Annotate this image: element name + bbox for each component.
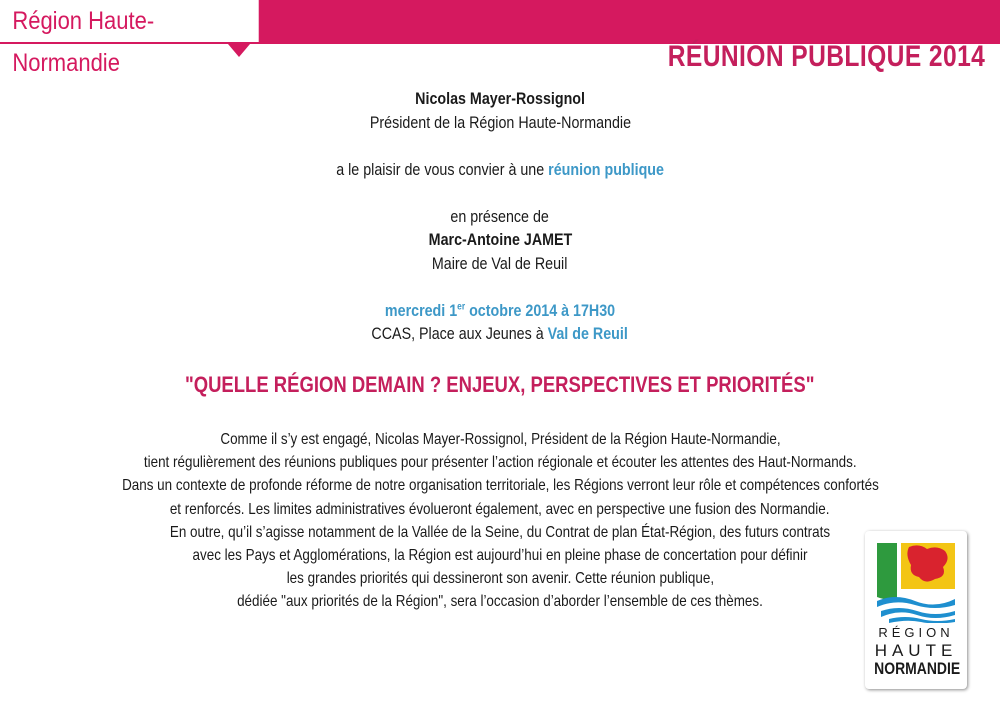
header-pointer bbox=[228, 44, 250, 57]
theme-text: "QUELLE RÉGION DEMAIN ? ENJEUX, PERSPECTIVES ET PRIORITÉS" bbox=[185, 372, 815, 397]
intro-highlight: réunion publique bbox=[548, 160, 664, 179]
guest-role: Maire de Val de Reuil bbox=[432, 254, 568, 273]
guest-role-line bbox=[0, 254, 1000, 274]
date-sup: er bbox=[457, 301, 466, 313]
guest-name: Marc-Antoine JAMET bbox=[428, 230, 572, 249]
logo-line-3: NORMANDIE bbox=[874, 659, 961, 678]
date-part1: mercredi 1 bbox=[384, 301, 458, 320]
body-line: Dans un contexte de profonde réforme de notre organisation territoriale, les Régions verront leur rôle et compétences confortés bbox=[121, 477, 879, 495]
body-line: les grandes priorités qui dessineront son avenir. Cette réunion publique, bbox=[286, 570, 714, 588]
event-title: RÉUNION PUBLIQUE 2014 bbox=[667, 40, 985, 73]
presence-of: en présence de bbox=[450, 207, 550, 226]
region-emblem-icon bbox=[875, 539, 957, 623]
place-city: Val de Reuil bbox=[548, 324, 629, 343]
body-paragraph bbox=[0, 428, 1000, 614]
host-role-line bbox=[0, 113, 1000, 133]
body-line: avec les Pays et Agglomérations, la Région est aujourd’hui en pleine phase de concertation pour définir bbox=[192, 547, 808, 565]
logo-line-2: HAUTE bbox=[874, 641, 958, 660]
place-prefix: CCAS, Place aux Jeunes à bbox=[371, 324, 549, 343]
theme-title bbox=[0, 372, 1000, 398]
body-line: En outre, qu’il s’agisse notamment de la Vallée de la Seine, du Contrat de plan État-Région, des futurs contrats bbox=[169, 523, 831, 541]
region-logo bbox=[865, 531, 967, 689]
host-name: Nicolas Mayer-Rossignol bbox=[415, 89, 585, 108]
guest-name-line bbox=[0, 230, 1000, 250]
logo-line-1: RÉGION bbox=[878, 625, 954, 640]
place-line bbox=[0, 324, 1000, 344]
body-line: dédiée "aux priorités de la Région", sera l’occasion d’aborder l’ensemble de ces thèmes. bbox=[237, 593, 763, 611]
body-line: tient régulièrement des réunions publiques pour présenter l’action régionale et écouter les attentes des Haut-Normands. bbox=[143, 454, 857, 472]
host-role: Président de la Région Haute-Normandie bbox=[369, 113, 631, 132]
date-line bbox=[0, 301, 1000, 321]
body-line: et renforcés. Les limites administratives évolueront également, avec en perspective une fusion des Normandie. bbox=[170, 500, 830, 518]
intro-prefix: a le plaisir de vous convier à une bbox=[336, 160, 549, 179]
date-part2: octobre 2014 à 17H30 bbox=[465, 301, 616, 320]
host-name-line bbox=[0, 89, 1000, 109]
presence-line bbox=[0, 207, 1000, 227]
body-line: Comme il s’y est engagé, Nicolas Mayer-Rossignol, Président de la Région Haute-Normandie, bbox=[219, 431, 781, 448]
region-label: Région Haute-Normandie bbox=[0, 0, 259, 42]
intro-line bbox=[0, 160, 1000, 180]
